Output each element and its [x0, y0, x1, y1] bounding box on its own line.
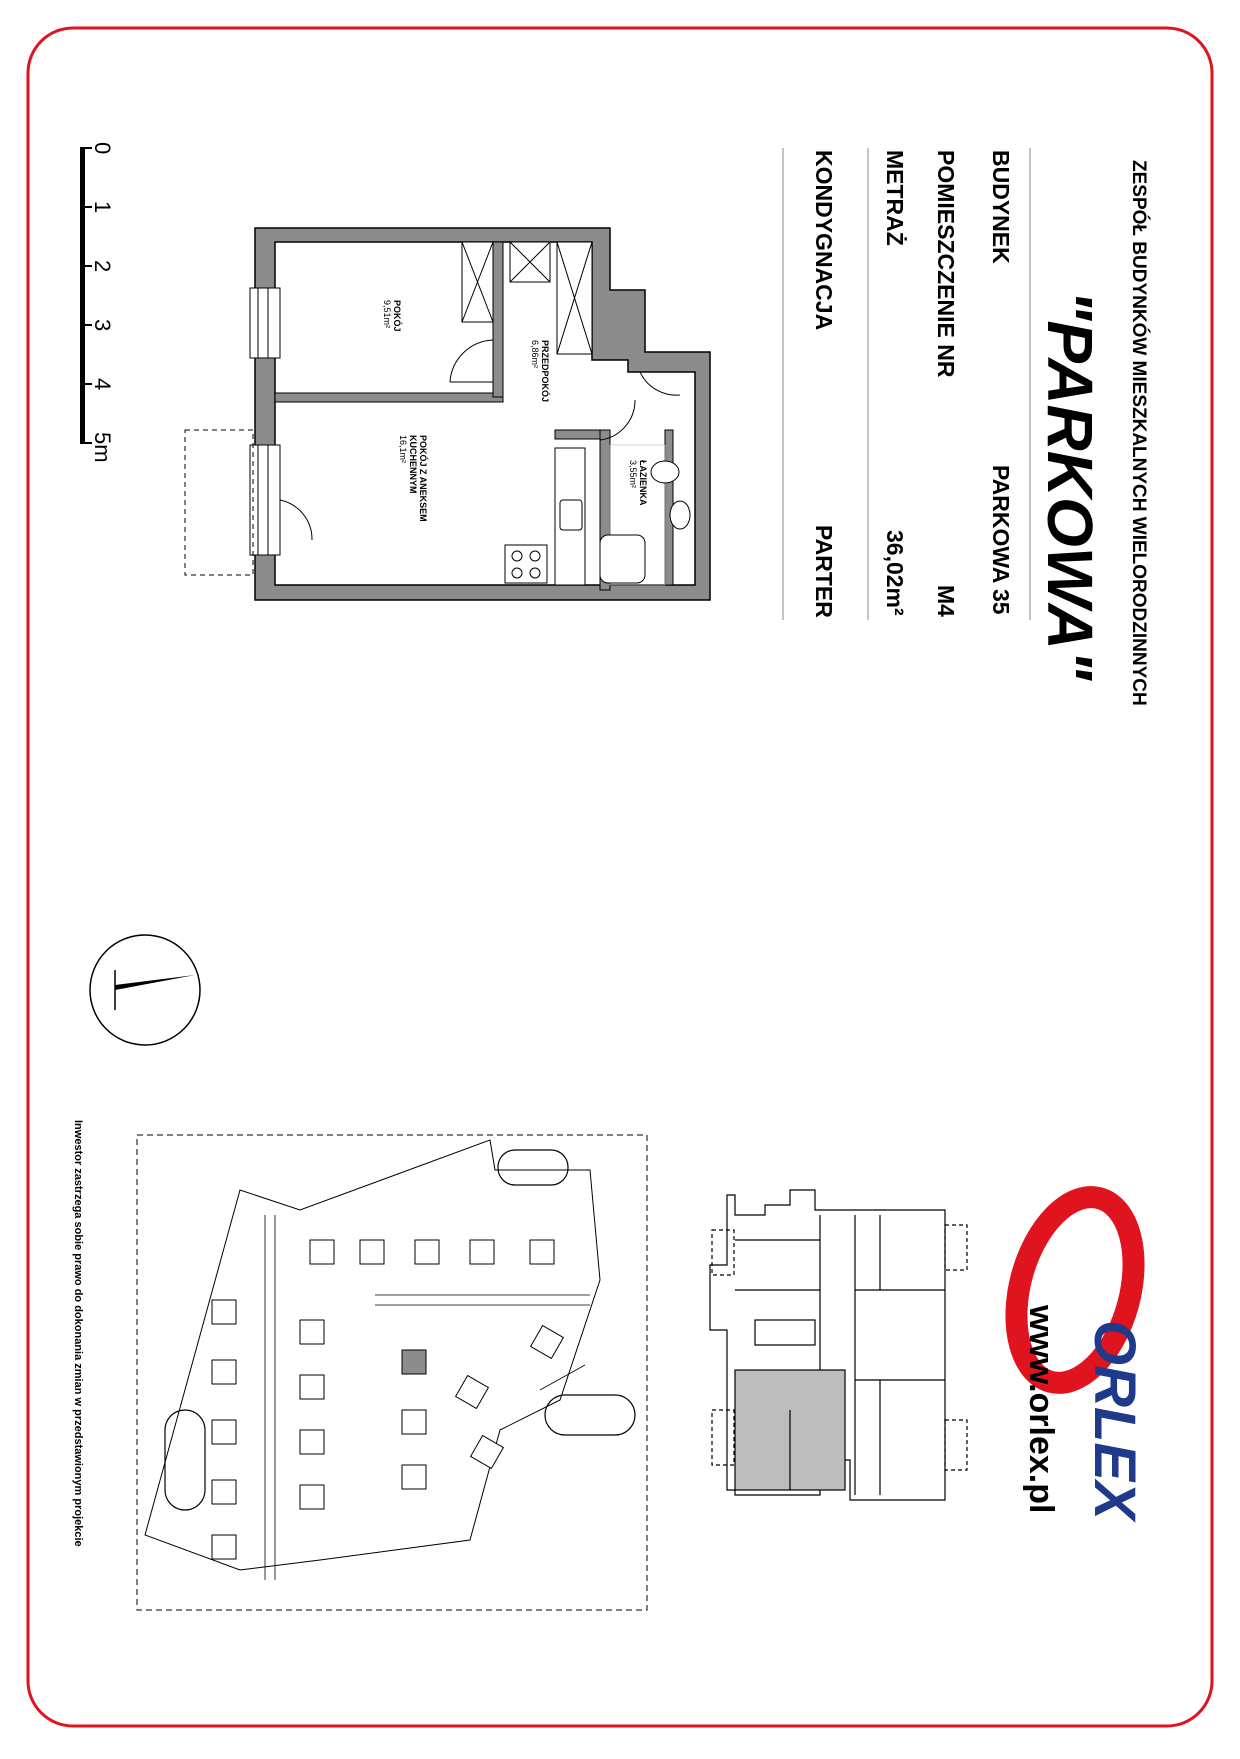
scale-bar-line [80, 148, 85, 443]
shower-tray [600, 535, 645, 583]
balcony-outline [185, 430, 253, 575]
compass-circle [90, 935, 200, 1045]
door-swing [280, 500, 312, 540]
site-house [300, 1485, 324, 1509]
disclaimer-text: Inwestor zastrzega sobie prawo do dokonania zmian w przedstawionym projekcie [72, 1120, 84, 1547]
room-area-przedpokoj: 6,86m² [530, 340, 540, 369]
site-plan [137, 1135, 647, 1610]
complex-title: ZESPÓŁ BUDYNKÓW MIESZKALNYCH WIELORODZINNYCH [1128, 160, 1149, 706]
site-house [310, 1240, 334, 1264]
room-area-lazienka: 3,55m² [628, 460, 638, 489]
info-table [783, 148, 1030, 620]
scale-label-1: 1 [90, 201, 115, 214]
parking-row [540, 1365, 585, 1390]
room-name-kuchnia-1: POKÓJ Z ANEKSEM [418, 435, 428, 522]
key-plan-balcony [945, 1225, 967, 1270]
building-label: BUDYNEK [988, 150, 1014, 264]
site-house [470, 1240, 494, 1264]
key-plan-balcony [712, 1230, 734, 1275]
pond [165, 1410, 205, 1510]
room-name-pokoj: POKÓJ [392, 300, 402, 332]
hob-burner [530, 568, 540, 578]
site-house [212, 1420, 236, 1444]
site-house [212, 1480, 236, 1504]
website-text: www.orlex.pl [1022, 1305, 1060, 1514]
site-house [402, 1410, 426, 1434]
building-key-plan [710, 1190, 967, 1500]
door-swing [450, 340, 493, 382]
level-label: KONDYGNACJA [811, 150, 837, 331]
scale-label-3: 3 [90, 319, 115, 332]
scale-label-2: 2 [90, 260, 115, 273]
site-house [212, 1535, 236, 1559]
toilet [651, 461, 679, 483]
room-name-lazienka: ŁAZIENKA [638, 460, 648, 506]
room-area-kuchnia: 16,1m² [398, 435, 408, 464]
door-swing [640, 372, 680, 395]
key-plan-balcony [712, 1410, 734, 1465]
compass-needle [115, 975, 195, 990]
key-plan-balcony [945, 1420, 967, 1470]
scale-bar [80, 142, 115, 463]
site-house [300, 1375, 324, 1399]
site-house [402, 1465, 426, 1489]
logo-text: ORLEX [1082, 1320, 1147, 1520]
north-arrow [90, 935, 200, 1045]
area-value: 36,02m² [882, 530, 908, 616]
site-house-highlight [402, 1350, 426, 1374]
room-name-kuchnia-2: KUCHENNYM [408, 435, 418, 494]
kitchen-hob [505, 545, 547, 583]
room-value: M4 [933, 585, 959, 617]
project-title: "PARKOWA" [1034, 290, 1106, 681]
site-house [212, 1300, 236, 1324]
partition-wall [493, 242, 503, 397]
washbasin [670, 501, 690, 529]
orlex-logo [997, 1184, 1152, 1523]
window [250, 288, 280, 358]
room-label: POMIESZCZENIE NR [933, 150, 959, 378]
site-road [145, 1140, 600, 1570]
hob-burner [530, 551, 540, 561]
building-value: PARKOWA 35 [988, 465, 1014, 615]
hob-burner [512, 551, 522, 561]
site-house [415, 1240, 439, 1264]
hob-burner [512, 568, 522, 578]
partition-wall [275, 393, 503, 402]
area-label: METRAŻ [882, 150, 908, 246]
kitchen-sink [560, 500, 582, 530]
scale-label-0: 0 [90, 142, 115, 155]
room-name-przedpokoj: PRZEDPOKÓJ [540, 340, 550, 403]
stair [755, 1320, 815, 1345]
site-house [300, 1320, 324, 1344]
room-area-pokoj: 9,51m² [382, 300, 392, 329]
balcony-door [250, 445, 280, 555]
site-house [300, 1430, 324, 1454]
scale-label-5: 5m [90, 432, 115, 463]
site-house [456, 1376, 489, 1409]
site-house [212, 1360, 236, 1384]
header-block [1034, 160, 1150, 706]
level-value: PARTER [811, 525, 837, 618]
site-house [360, 1240, 384, 1264]
site-house [471, 1436, 504, 1469]
site-house [530, 1240, 554, 1264]
scale-label-4: 4 [90, 378, 115, 391]
floor-plan [185, 228, 710, 600]
site-house [531, 1326, 564, 1359]
pond [498, 1150, 568, 1185]
